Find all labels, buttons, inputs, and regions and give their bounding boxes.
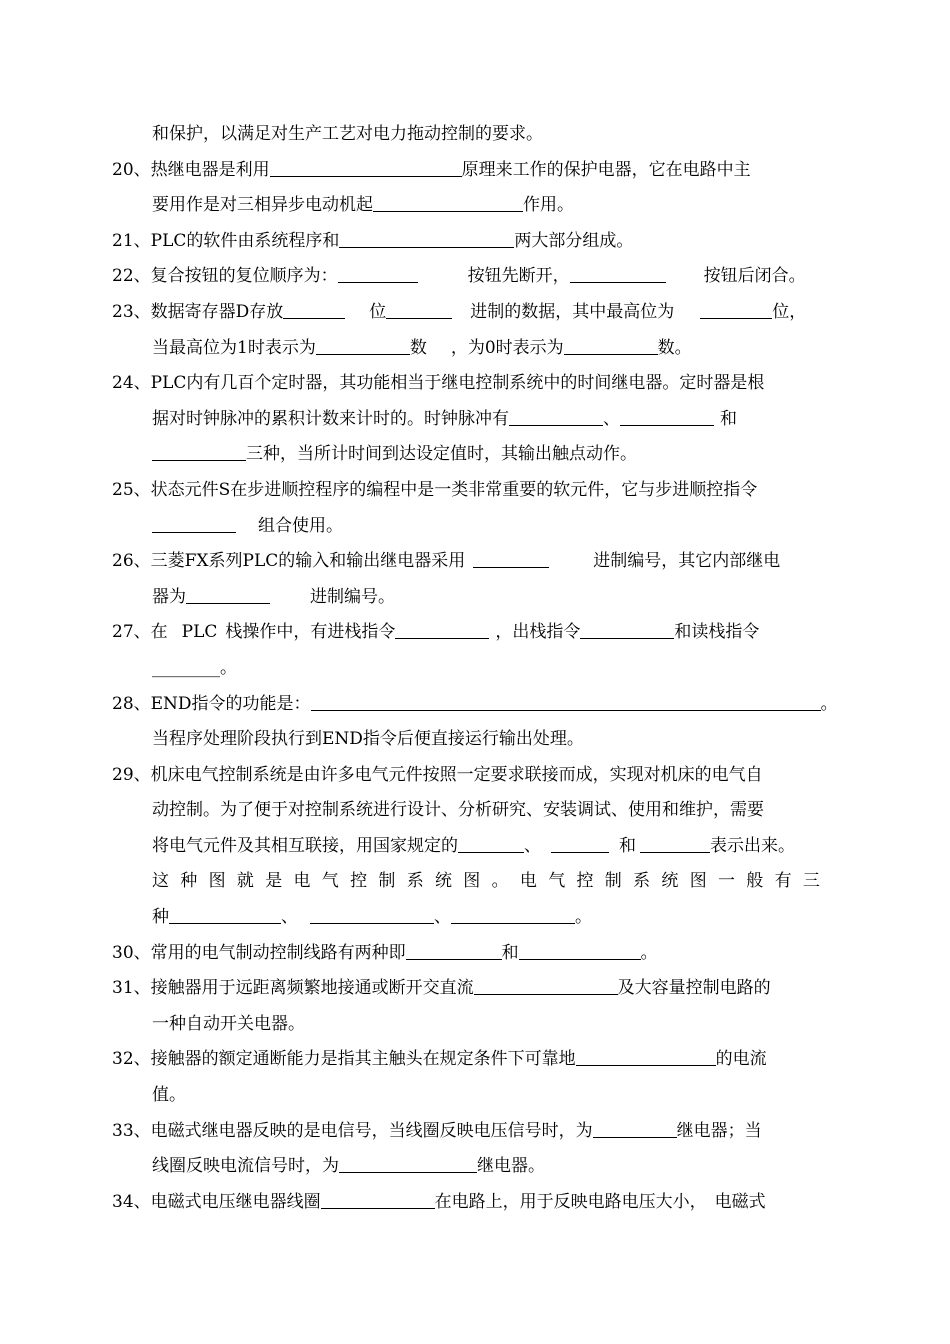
question-text: 要用作是对三相异步电动机起 [152,195,373,216]
answer-blank[interactable] [519,941,641,960]
question-number: 25、 [112,479,151,500]
question-text: 电磁式电压继电器线圈 [150,1191,321,1212]
answer-blank[interactable] [386,300,452,319]
question-19-continuation [0,117,950,153]
question-text: ，出栈指令 [495,622,581,643]
question-text: 在 [150,622,168,643]
answer-blank[interactable] [339,229,514,248]
question-text: 数。 [657,337,692,358]
question-28 [0,687,950,758]
answer-blank[interactable] [474,976,618,995]
answer-blank[interactable] [152,514,236,533]
question-31 [0,971,950,1042]
question-text: 和 [501,942,519,963]
question-text: 状态元件S在步进顺控程序的编程中是一类非常重要的软元件，它与步进顺控指令 [150,479,758,500]
question-text: 、 [524,835,541,856]
answer-blank[interactable] [458,834,524,853]
question-text: 作用。 [523,195,574,216]
question-text: 三种，当所计时间到达设定值时，其输出触点动作。 [246,444,637,465]
question-text: 热继电器是利用 [150,159,270,180]
question-text: 。 [820,693,838,714]
question-text: 、 [434,907,451,928]
question-text: 继电器。 [477,1156,545,1177]
question-text: 线圈反映电流信号时，为 [152,1156,339,1177]
answer-blank[interactable] [406,941,502,960]
question-29 [0,758,950,936]
question-21 [0,224,950,260]
answer-blank[interactable] [580,620,674,639]
question-text: 在电路上，用于反映电路电压大小， [434,1191,707,1212]
question-34 [0,1185,950,1221]
question-text: 当程序处理阶段执行到END指令后便直接运行输出处理。 [152,729,584,750]
answer-blank[interactable] [152,442,246,461]
question-text: 种 [152,907,169,928]
question-text: 的电流 [715,1049,767,1070]
question-text: 数据寄存器D存放 [150,301,284,322]
question-text: 继电器；当 [676,1120,762,1141]
question-text: 据对时钟脉冲的累积计数来计时的。时钟脉冲有 [152,408,509,429]
question-text: 位， [772,301,807,322]
question-text: PLC的软件由系统程序和 [150,230,340,251]
question-20 [0,153,950,224]
question-text: 组合使用。 [258,515,343,536]
question-23 [0,295,950,366]
question-number: 33、 [112,1120,151,1141]
question-number: 28、 [112,693,151,714]
question-24 [0,366,950,473]
question-text: 动控制。为了便于对控制系统进行设计、分析研究、安装调试、使用和维护，需要 [152,800,764,821]
question-27 [0,615,950,686]
question-text: 栈操作中，有进栈指令 [225,622,396,643]
question-25 [0,473,950,544]
question-text: 将电气元件及其相互联接，用国家规定的 [152,835,458,856]
answer-blank[interactable] [311,692,821,711]
answer-blank[interactable] [373,193,523,212]
question-text: 器为 [152,586,186,607]
question-number: 30、 [112,942,151,963]
question-text: 值。 [152,1085,186,1106]
question-text: 进制编号。 [310,586,395,607]
question-text: ________。 [152,657,237,678]
question-text: 及大容量控制电路的 [617,978,771,999]
answer-blank[interactable] [576,1047,716,1066]
answer-blank[interactable] [570,264,666,283]
question-number: 20、 [112,159,151,180]
question-text: 电磁式 [714,1191,766,1212]
question-text: 一种自动开关电器。 [152,1013,305,1034]
question-text: 、 [603,408,620,429]
question-number: 23、 [112,301,151,322]
question-text: 位 [369,301,387,322]
question-text: 数 [409,337,427,358]
answer-blank[interactable] [310,905,434,924]
answer-blank[interactable] [473,549,549,568]
answer-blank[interactable] [593,1119,677,1138]
question-text: 电磁式继电器反映的是电信号，当线圈反映电压信号时，为 [150,1120,593,1141]
answer-blank[interactable] [270,158,462,177]
question-number: 27、 [112,622,151,643]
question-text: PLC [181,622,218,643]
answer-blank[interactable] [321,1190,435,1209]
question-22 [0,259,950,295]
answer-blank[interactable] [395,620,489,639]
question-text: 。 [640,942,658,963]
question-text: 按钮先断开， [467,266,570,287]
question-number: 21、 [112,230,151,251]
question-text: 常用的电气制动控制线路有两种即 [150,942,406,963]
question-30 [0,936,950,972]
question-text: 和 [720,408,737,429]
question-number: 31、 [112,978,151,999]
answer-blank[interactable] [564,336,658,355]
question-list [0,117,950,1220]
answer-blank[interactable] [169,905,281,924]
answer-blank[interactable] [640,834,710,853]
question-number: 32、 [112,1049,151,1070]
question-text: 接触器用于远距离频繁地接通或断开交直流 [150,978,474,999]
question-text: 进制的数据，其中最高位为 [470,301,675,322]
question-text: 表示出来。 [710,835,795,856]
question-text: END指令的功能是： [150,693,311,714]
answer-blank[interactable] [509,407,603,426]
question-text: 、 [281,907,298,928]
question-33 [0,1114,950,1185]
question-text: 和读栈指令 [674,622,760,643]
answer-blank[interactable] [186,585,270,604]
question-text: 机床电气控制系统是由许多电气元件按照一定要求联接而成，实现对机床的电气自 [150,764,763,785]
question-text: 按钮后闭合。 [703,266,806,287]
question-text: 两大部分组成。 [514,230,634,251]
question-number: 24、 [112,373,151,394]
answer-blank[interactable] [316,336,410,355]
question-text: 接触器的额定通断能力是指其主触头在规定条件下可靠地 [150,1049,576,1070]
question-text: 复合按钮的复位顺序为： [150,266,338,287]
answer-blank[interactable] [451,905,575,924]
question-text: PLC内有几百个定时器，其功能相当于继电控制系统中的时间继电器。定时器是根 [150,373,765,394]
answer-blank[interactable] [620,407,714,426]
question-text: 和保护，以满足对生产工艺对电力拖动控制的要求。 [152,124,543,144]
question-26 [0,544,950,615]
question-number: 34、 [112,1191,151,1212]
question-text: 进制编号，其它内部继电 [593,551,781,572]
question-number: 22、 [112,266,151,287]
question-number: 26、 [112,551,151,572]
question-text: 原理来工作的保护电器，它在电路中主 [461,159,751,180]
question-text: ，为0时表示为 [450,337,564,358]
question-text: 。 [575,907,592,928]
question-number: 29、 [112,764,151,785]
question-text: 三菱FX系列PLC的输入和输出继电器采用 [150,551,466,572]
answer-blank[interactable] [283,300,345,319]
question-32 [0,1042,950,1113]
answer-blank[interactable] [338,264,418,283]
question-text: 当最高位为1时表示为 [152,337,316,358]
answer-blank[interactable] [551,834,609,853]
answer-blank[interactable] [339,1154,477,1173]
answer-blank[interactable] [700,300,772,319]
question-text: 这种图就是电气控制系统图。电气控制系统图一般有三 [152,871,832,892]
question-text: 和 [619,835,636,856]
